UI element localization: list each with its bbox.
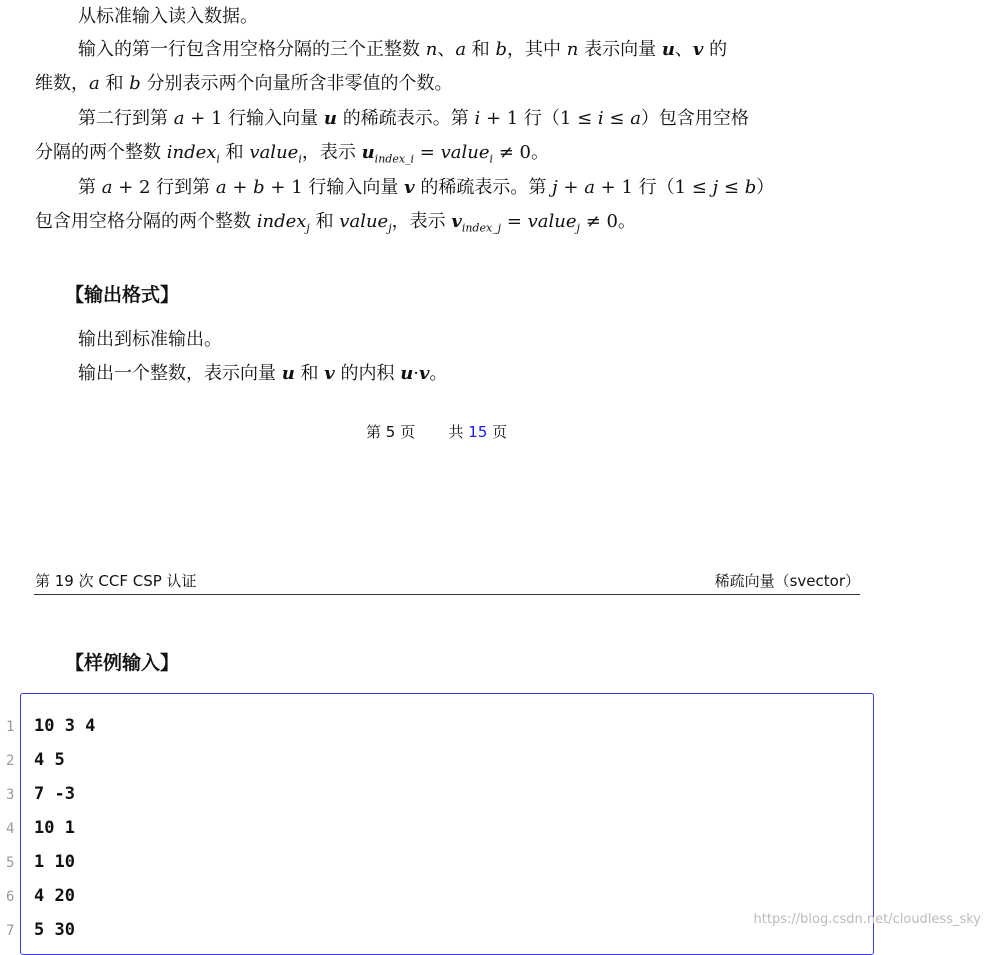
- text-segment: 行输入向量: [308, 177, 405, 198]
- math-segment: a: [173, 108, 185, 129]
- math-segment: index: [166, 142, 217, 163]
- math-segment: b: [495, 39, 508, 60]
- math-segment: a: [630, 108, 641, 129]
- text-segment: ，其中: [507, 39, 567, 60]
- math-segment: a: [101, 177, 113, 198]
- math-segment: u: [361, 142, 375, 163]
- text-segment: 和: [99, 73, 130, 94]
- math-segment: i: [298, 152, 302, 166]
- text-segment: 包含用空格分隔的两个整数: [35, 211, 257, 232]
- text-segment: 第二行到第: [78, 108, 174, 129]
- math-segment: v: [451, 211, 462, 232]
- code-line: 10 3 4: [34, 716, 96, 736]
- page-number: 第 5 页: [366, 423, 416, 441]
- text-segment: 。: [531, 142, 550, 163]
- paragraph: [78, 362, 448, 386]
- math-segment: index_i: [374, 152, 415, 166]
- math-segment: j: [306, 221, 310, 235]
- text-segment: 从标准输入读入数据。: [78, 6, 258, 27]
- math-segment: value: [440, 142, 490, 163]
- text-segment: 、: [674, 39, 693, 60]
- paragraph: [78, 107, 749, 131]
- text-segment: 和: [294, 363, 325, 384]
- text-segment: 、: [437, 39, 456, 60]
- text-segment: 输出一个整数，表示向量: [78, 363, 282, 384]
- text-segment: 行输入向量: [228, 108, 324, 129]
- text-segment: ，表示: [391, 211, 452, 232]
- header-left: 第 19 次 CCF CSP 认证: [35, 572, 197, 590]
- code-line: 7 -3: [34, 784, 75, 804]
- math-segment: u: [323, 108, 337, 129]
- math-segment: v: [692, 39, 704, 60]
- math-segment: value: [527, 211, 577, 232]
- code-line: 4 20: [34, 886, 75, 906]
- math-segment: n: [566, 39, 579, 60]
- text-segment: 。: [617, 211, 636, 232]
- text-segment: 的内积: [334, 363, 401, 384]
- math-segment: index_j: [461, 221, 502, 235]
- text-segment: 的: [703, 39, 728, 60]
- header-right: 稀疏向量（svector）: [714, 572, 860, 590]
- code-line: 1 10: [34, 852, 75, 872]
- line-number: 5: [6, 855, 15, 871]
- header-rule: [34, 594, 860, 595]
- text-segment: 和: [219, 142, 250, 163]
- math-segment: + 1: [264, 177, 309, 198]
- paragraph: [78, 328, 222, 352]
- math-segment: 1 ≤: [674, 177, 713, 198]
- math-segment: j: [576, 221, 580, 235]
- line-number: 7: [6, 923, 15, 939]
- paragraph: [35, 141, 549, 172]
- text-segment: ）包含用空格: [640, 108, 749, 129]
- text-segment: 分别表示两个向量所含非零值的个数。: [140, 73, 453, 94]
- code-line: 10 1: [34, 818, 75, 838]
- math-segment: i: [474, 108, 481, 129]
- text-segment: 行到第: [156, 177, 216, 198]
- math-segment: + 1: [594, 177, 639, 198]
- math-segment: b: [744, 177, 757, 198]
- line-number: 6: [6, 889, 15, 905]
- math-segment: ≠ 0: [493, 142, 532, 163]
- math-segment: u: [281, 363, 295, 384]
- math-segment: a: [455, 39, 467, 60]
- math-segment: i: [216, 152, 220, 166]
- paragraph: [35, 72, 452, 96]
- text-segment: 的稀疏表示。第: [414, 177, 553, 198]
- output-format-heading: 【输出格式】: [65, 284, 180, 306]
- math-segment: j: [388, 221, 392, 235]
- total-label: 共: [448, 423, 464, 441]
- text-segment: 第: [78, 177, 102, 198]
- text-segment: 表示向量: [578, 39, 662, 60]
- math-segment: u: [661, 39, 675, 60]
- text-segment: 行（: [638, 177, 675, 198]
- math-segment: +: [226, 177, 254, 198]
- text-segment: 。: [429, 363, 448, 384]
- line-number: 1: [6, 719, 15, 735]
- text-segment: 和: [309, 211, 340, 232]
- math-segment: 1 ≤: [559, 108, 598, 129]
- text-segment: 维数，: [35, 73, 89, 94]
- sample-input-heading: 【样例输入】: [65, 652, 180, 674]
- paragraph: [35, 210, 636, 241]
- line-number: 2: [6, 753, 15, 769]
- paragraph: [78, 5, 258, 29]
- paragraph: [78, 38, 727, 62]
- math-segment: ≤: [718, 177, 745, 198]
- total-suffix: 页: [492, 423, 508, 441]
- math-segment: i: [489, 152, 494, 166]
- math-segment: v: [404, 177, 415, 198]
- text-segment: 行（: [523, 108, 560, 129]
- line-number: 4: [6, 821, 15, 837]
- math-segment: =: [501, 211, 528, 232]
- total-pages: 15: [468, 423, 488, 441]
- math-segment: value: [339, 211, 389, 232]
- text-segment: 和: [466, 39, 496, 60]
- watermark: https://blog.csdn.net/cloudless_sky: [753, 912, 981, 927]
- code-block: [20, 693, 874, 955]
- text-segment: 输入的第一行包含用空格分隔的三个正整数: [78, 39, 426, 60]
- code-line: 4 5: [34, 750, 65, 770]
- math-segment: a: [584, 177, 595, 198]
- text-segment: ）: [756, 177, 775, 198]
- paragraph: [78, 176, 774, 200]
- math-segment: a: [89, 73, 100, 94]
- math-segment: j: [552, 177, 558, 198]
- math-segment: i: [597, 108, 604, 129]
- math-segment: v: [324, 363, 335, 384]
- code-line: 5 30: [34, 920, 75, 940]
- math-segment: ≤: [603, 108, 631, 129]
- page-footer: [366, 421, 507, 442]
- text-segment: 分隔的两个整数: [35, 142, 167, 163]
- math-segment: + 1: [480, 108, 524, 129]
- math-segment: + 2: [112, 177, 157, 198]
- line-number: 3: [6, 787, 15, 803]
- math-segment: ≠ 0: [579, 211, 618, 232]
- math-segment: value: [249, 142, 299, 163]
- math-segment: + 1: [184, 108, 229, 129]
- text-segment: 的稀疏表示。第: [337, 108, 475, 129]
- math-segment: v: [419, 363, 430, 384]
- math-segment: b: [253, 177, 265, 198]
- math-segment: index: [256, 211, 307, 232]
- math-segment: +: [557, 177, 585, 198]
- math-segment: n: [425, 39, 438, 60]
- text-segment: ，表示: [301, 142, 362, 163]
- math-segment: u: [400, 363, 414, 384]
- math-segment: =: [414, 142, 441, 163]
- math-segment: ·: [413, 363, 420, 384]
- math-segment: a: [215, 177, 227, 198]
- math-segment: b: [129, 73, 141, 94]
- math-segment: j: [712, 177, 719, 198]
- text-segment: 输出到标准输出。: [78, 329, 222, 350]
